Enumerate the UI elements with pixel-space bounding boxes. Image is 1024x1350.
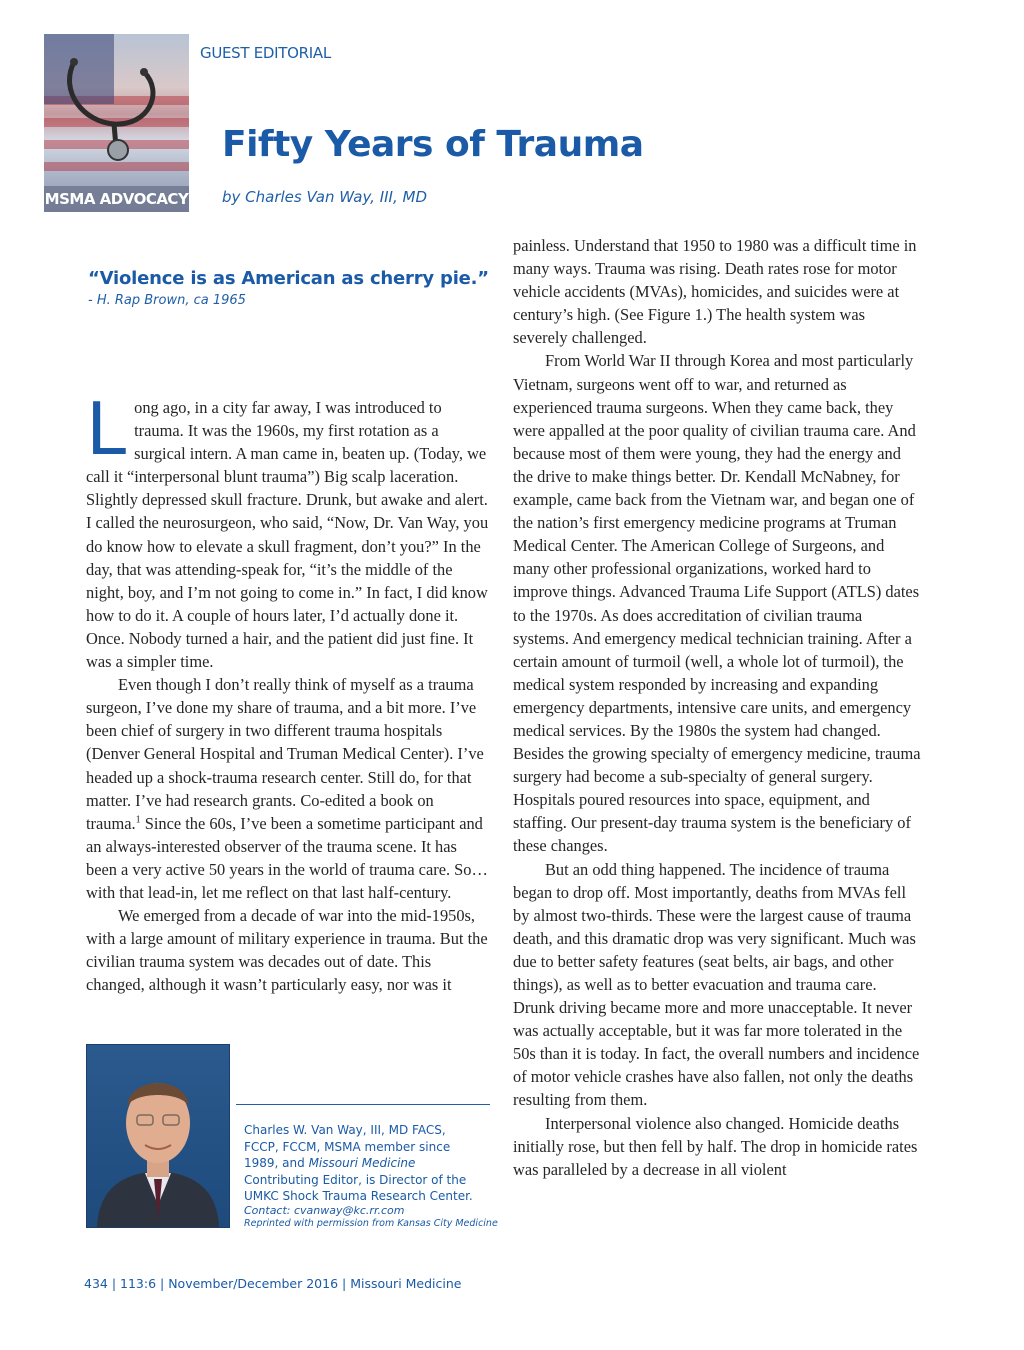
article-paragraph: Interpersonal violence also changed. Homicide deaths initially rose, but then fell by half. The drop in homicide rates was paralleled by a decrease in all violent [513, 1113, 918, 1179]
bio-text: Contributing Editor, is Director of the UMKC Shock Trauma Research Center. [244, 1172, 473, 1204]
author-photo [86, 1044, 230, 1228]
drop-cap: L [86, 387, 127, 471]
article-paragraph: But an odd thing happened. The incidence of trauma began to drop off. Most importantly, deaths from MVAs fell by almost two-thirds. These were the largest cause of trauma death, and this dramatic drop was very significant. Much was due to better safety features (seat belts, air bags, and other things), as well as to better evacuation and trauma care. Drunk driving became more and more unacceptable. It never was actually acceptable, but it was far more tolerated in the 50s than it is today. In fact, the overall numbers and incidence of motor vehicle crashes have also fallen, not only the deaths resulting from them. [513, 859, 920, 1110]
advocacy-label: MSMA ADVOCACY [44, 186, 189, 212]
author-contact[interactable]: Contact: cvanway@kc.rr.com [244, 1204, 405, 1217]
author-bio [244, 1122, 484, 1205]
page-title: Fifty Years of Trauma [222, 124, 644, 165]
quote-attribution: - H. Rap Brown, ca 1965 [88, 293, 246, 308]
article-paragraph: We emerged from a decade of war into the mid-1950s, with a large amount of military experience in trauma. But the civilian trauma system was decades out of date. This changed, although it wasn’t particularly easy, nor was it [86, 906, 488, 995]
paragraph-text: ong ago, in a city far away, I was introduced to trauma. It was the 1960s, my first rotation as a surgical intern. A man came in, beaten up. (Today, we call it “interpersonal blunt trauma”) Big scalp laceration. Slightly depressed skull fracture. Drunk, but awake and alert. I called the neurosurgeon, who said, “Now, Dr. Van Way, you do know how to elevate a skull fragment, don’t you?” In the day, that was attending-speak for, “it’s the middle of the night, boy, and I’m not going to come in.” In fact, I did know how to do it. A couple of hours later, I’d actually done it. Once. Nobody turned a hair, and the patient did just fine. It was a simpler time. [86, 398, 489, 672]
bio-text: Charles W. Van Way, III, MD FACS, FCCP, FCCM, MSMA member since 1989, and [244, 1123, 451, 1171]
page-footer: 434 | 113:6 | November/December 2016 | Missouri Medicine [84, 1276, 462, 1291]
bio-journal: Missouri Medicine [308, 1156, 416, 1171]
bio-divider [236, 1104, 490, 1105]
flag-stripe [44, 162, 189, 171]
msma-advocacy-image [44, 34, 189, 212]
article-paragraph [86, 387, 490, 673]
reprint-note: Reprinted with permission from Kansas City Medicine [244, 1218, 498, 1229]
article-right-column [513, 234, 921, 1181]
article-left-column [86, 387, 490, 996]
pull-quote: “Violence is as American as cherry pie.” [88, 268, 489, 289]
stethoscope-icon [54, 52, 174, 162]
article-paragraph: From World War II through Korea and most particularly Vietnam, surgeons went off to war, and returned as experienced trauma surgeons. When they came back, they were appalled at the poor quality of civilian trauma care. And because most of them were young, they had the energy and the drive to make things better. Dr. Kendall McNabney, for example, came back from the Vietnam war, and began one of the nation’s first emergency medicine programs at Truman Medical Center. The American College of Surgeons, and many other professional organizations, worked hard to improve things. Advanced Trauma Life Support (ATLS) dates to the 1970s. As does accreditation of civilian trauma systems. And emergency medical technician training. After a certain amount of turmoil (well, a whole lot of turmoil), the medical system responded by increasing and expanding emergency departments, intensive care units, and emergency medical services. By the 1980s the system had changed. Besides the growing specialty of emergency medicine, trauma surgery had become a sub-specialty of general surgery. Hospitals poured resources into space, equipment, and staffing. Our present-day trauma system is the beneficiary of these changes. [513, 351, 921, 856]
article-paragraph: painless. Understand that 1950 to 1980 was a difficult time in many ways. Trauma was rising. Death rates rose for motor vehicle accidents (MVAs), homicides, and suicides were at century’s high. (See Figure 1.) The health system was severely challenged. [513, 236, 917, 348]
reference-marker[interactable]: 1 [135, 814, 141, 826]
author-portrait [87, 1045, 229, 1227]
byline: by Charles Van Way, III, MD [222, 188, 428, 206]
paragraph-text: Even though I don’t really think of myself as a trauma surgeon, I’ve done my share of trauma, and a bit more. I’ve been chief of surgery in two different trauma hospitals (Denver General Hospital and Truman Medical Center). I’ve headed up a shock-trauma research center. Still do, for that matter. I’ve had research grants. Co-edited a book on trauma. [86, 675, 484, 833]
section-label: GUEST EDITORIAL [200, 44, 331, 62]
paragraph-text: Since the 60s, I’ve been a sometime participant and an always-interested observer of the trauma scene. It has been a very active 50 years in the world of trauma care. So… with that lead-in, let me reflect on that last half-century. [86, 813, 488, 902]
article-paragraph [86, 673, 490, 904]
